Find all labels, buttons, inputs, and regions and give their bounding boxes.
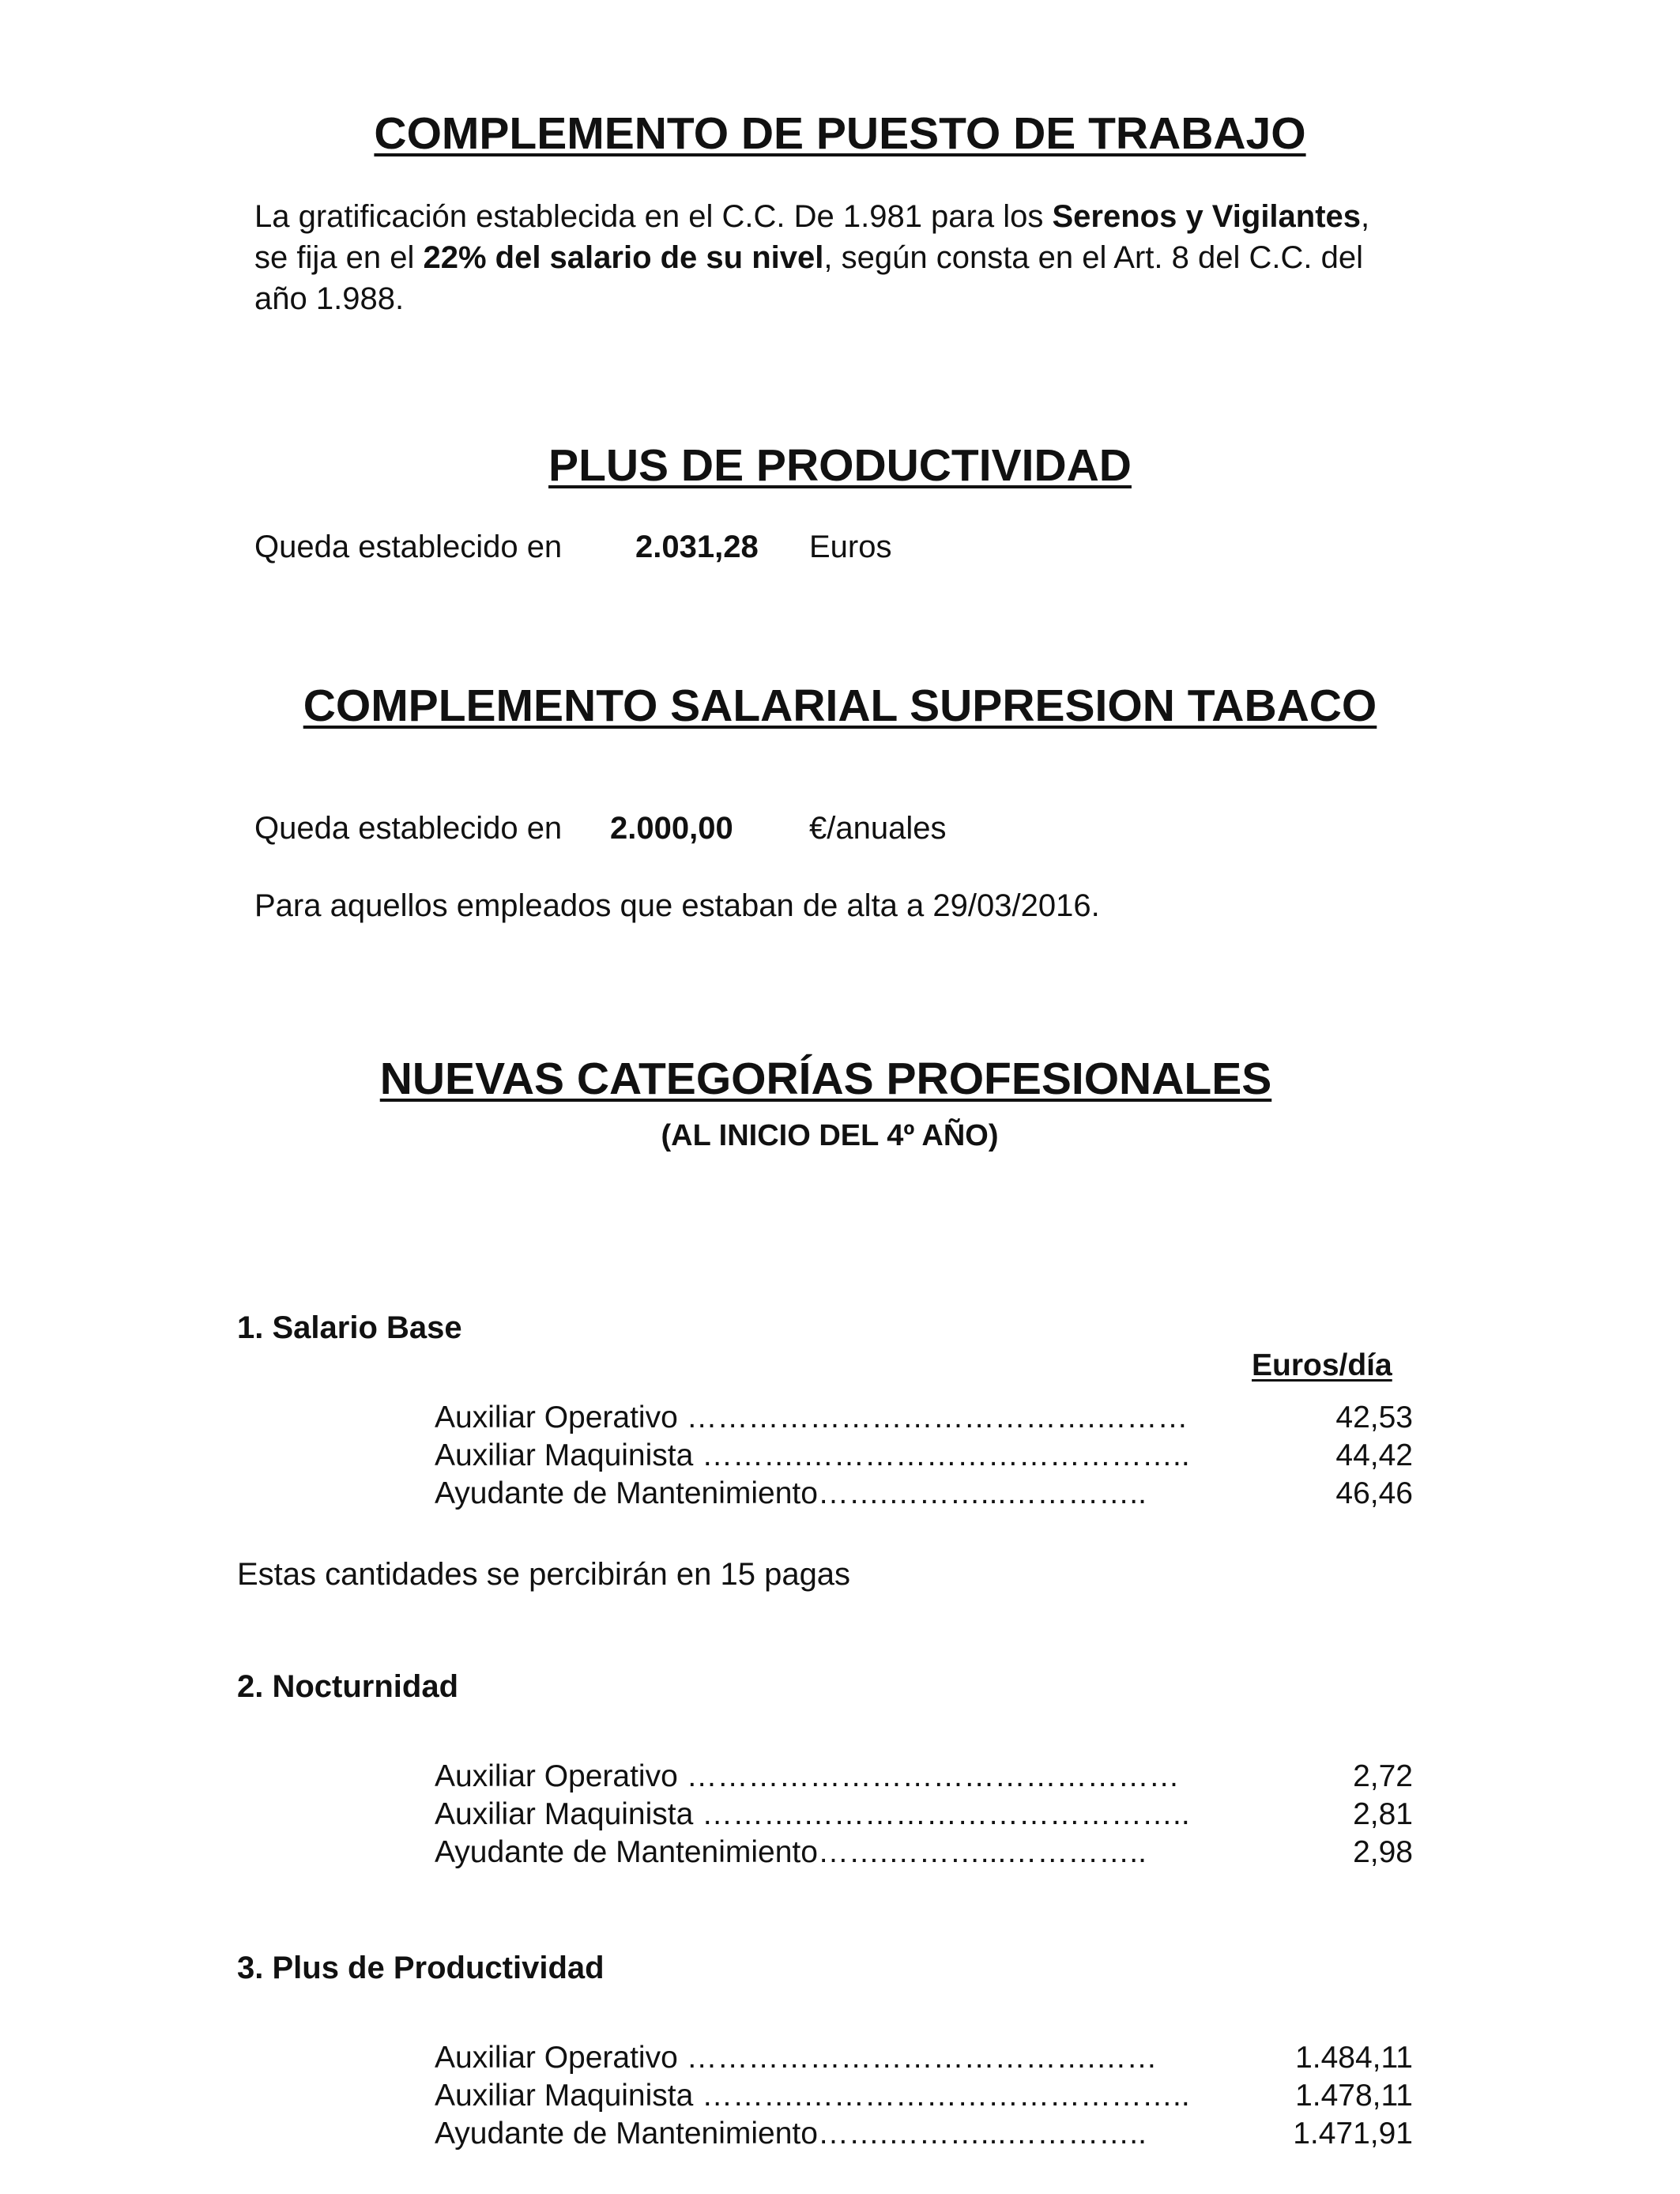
section-title-nuevas-categorias: NUEVAS CATEGORÍAS PROFESIONALES — [379, 1054, 1272, 1104]
row-label: Auxiliar Maquinista ……….……………………………….. — [435, 2079, 1190, 2113]
row-value: 2,98 — [1353, 1835, 1413, 1869]
salario-base-note: Estas cantidades se percibirán en 15 pagas — [237, 1557, 851, 1592]
column-header-euros-dia: Euros/día — [1252, 1348, 1392, 1382]
row-label: Auxiliar Maquinista ……….……………………………….. — [435, 1797, 1190, 1831]
heading-nocturnidad: 2. Nocturnidad — [237, 1669, 459, 1704]
bold-porcentaje: 22% del salario de su nivel — [423, 240, 824, 275]
paragraph-line-1: La gratificación establecida en el C.C. De 1.981 para los Serenos y Vigilantes, — [254, 199, 1370, 234]
tabaco-unit: €/anuales — [809, 811, 947, 846]
plus-productividad-label: Queda establecido en — [254, 530, 563, 564]
section-title-complemento-puesto: COMPLEMENTO DE PUESTO DE TRABAJO — [374, 108, 1306, 159]
bold-serenos: Serenos y Vigilantes — [1052, 199, 1362, 234]
plus-productividad-value: 2.031,28 — [635, 530, 759, 564]
row-value: 42,53 — [1335, 1400, 1413, 1434]
heading-plus-productividad: 3. Plus de Productividad — [237, 1951, 605, 1985]
row-value: 46,46 — [1335, 1476, 1413, 1510]
row-value: 1.471,91 — [1293, 2117, 1413, 2151]
row-label: Ayudante de Mantenimiento…….………...………….. — [435, 1835, 1147, 1869]
row-label: Auxiliar Operativo ………………………………………… — [435, 1759, 1180, 1793]
nuevas-subtitle: (AL INICIO DEL 4º AÑO) — [661, 1119, 999, 1152]
row-label: Ayudante de Mantenimiento…….………...………….. — [435, 1476, 1147, 1510]
row-value: 2,72 — [1353, 1759, 1413, 1793]
row-label: Auxiliar Maquinista ……….……………………………….. — [435, 1438, 1190, 1472]
row-value: 44,42 — [1335, 1438, 1413, 1472]
row-label: Auxiliar Operativo ………………………………….……… — [435, 1400, 1188, 1434]
section-title-tabaco: COMPLEMENTO SALARIAL SUPRESION TABACO — [303, 680, 1377, 731]
paragraph-line-2: se fija en el 22% del salario de su nivel, según consta en el Art. 8 del C.C. del — [254, 240, 1363, 275]
plus-productividad-unit: Euros — [809, 530, 892, 564]
tabaco-label: Queda establecido en — [254, 811, 563, 846]
row-value: 2,81 — [1353, 1797, 1413, 1831]
row-label: Ayudante de Mantenimiento…….………...………….. — [435, 2117, 1147, 2151]
row-value: 1.478,11 — [1295, 2079, 1413, 2113]
tabaco-note: Para aquellos empleados que estaban de alta a 29/03/2016. — [254, 888, 1100, 923]
row-label: Auxiliar Operativo ………………………………….…… — [435, 2041, 1158, 2075]
tabaco-value: 2.000,00 — [610, 811, 733, 846]
section-title-plus-productividad: PLUS DE PRODUCTIVIDAD — [548, 440, 1132, 491]
heading-salario-base: 1. Salario Base — [237, 1310, 462, 1345]
paragraph-line-3: año 1.988. — [254, 281, 405, 316]
row-value: 1.484,11 — [1295, 2041, 1413, 2075]
